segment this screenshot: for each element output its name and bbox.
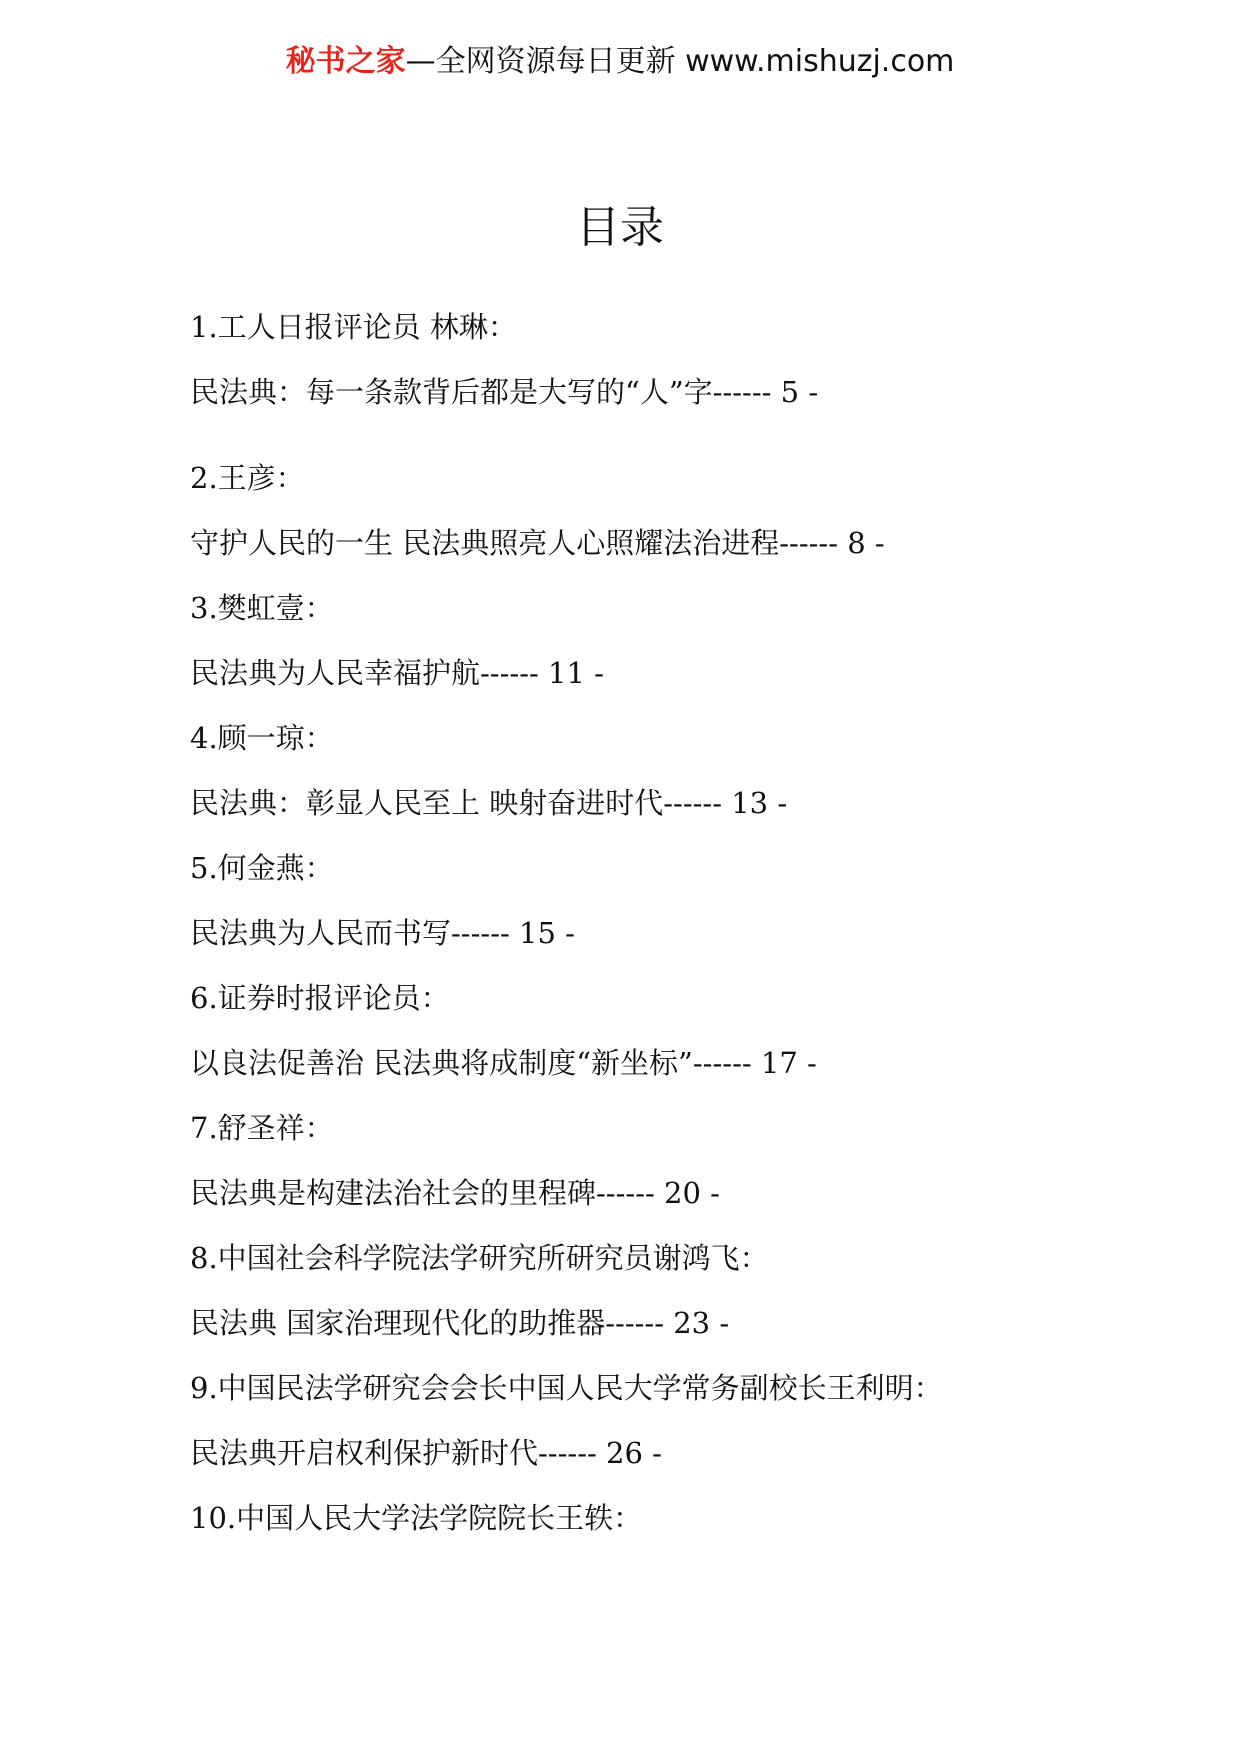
- toc-entry-1-article[interactable]: 民法典：每一条款背后都是大写的“人”字------ 5 -: [190, 375, 819, 409]
- toc-entry-2-article[interactable]: 守护人民的一生 民法典照亮人心照耀法治进程------ 8 -: [190, 526, 885, 560]
- toc-entry-2-author: 2.王彦：: [190, 461, 305, 495]
- toc-entry-6-article[interactable]: 以良法促善治 民法典将成制度“新坐标”------ 17 -: [190, 1046, 817, 1080]
- toc-entry-10-author: 10.中国人民大学法学院院长王轶：: [190, 1501, 643, 1535]
- page-title: 目录: [576, 202, 664, 253]
- toc-entry-7-article[interactable]: 民法典是构建法治社会的里程碑------ 20 -: [190, 1176, 720, 1210]
- toc-entry-8-article[interactable]: 民法典 国家治理现代化的助推器------ 23 -: [190, 1306, 730, 1340]
- toc-entry-9-author: 9.中国民法学研究会会长中国人民大学常务副校长王利明：: [190, 1371, 943, 1405]
- toc-entry-8-author: 8.中国社会科学院法学研究所研究员谢鸿飞：: [190, 1241, 769, 1275]
- toc-entry-4-article[interactable]: 民法典：彰显人民至上 映射奋进时代------ 13 -: [190, 786, 788, 820]
- toc-entry-3-author: 3.樊虹壹：: [190, 591, 334, 625]
- toc-entry-9-article[interactable]: 民法典开启权利保护新时代------ 26 -: [190, 1436, 662, 1470]
- toc-entry-6-author: 6.证券时报评论员：: [190, 981, 450, 1015]
- toc-entry-7-author: 7.舒圣祥：: [190, 1111, 334, 1145]
- site-brand: 秘书之家: [285, 44, 406, 79]
- toc-entry-5-author: 5.何金燕：: [190, 851, 334, 885]
- site-tagline: —全网资源每日更新 www.mishuzj.com: [405, 44, 955, 79]
- toc-entry-1-author: 1.工人日报评论员 林琳：: [190, 310, 517, 344]
- toc-entry-5-article[interactable]: 民法典为人民而书写------ 15 -: [190, 916, 575, 950]
- toc-entry-3-article[interactable]: 民法典为人民幸福护航------ 11 -: [190, 656, 604, 690]
- toc-entry-4-author: 4.顾一琼：: [190, 721, 334, 755]
